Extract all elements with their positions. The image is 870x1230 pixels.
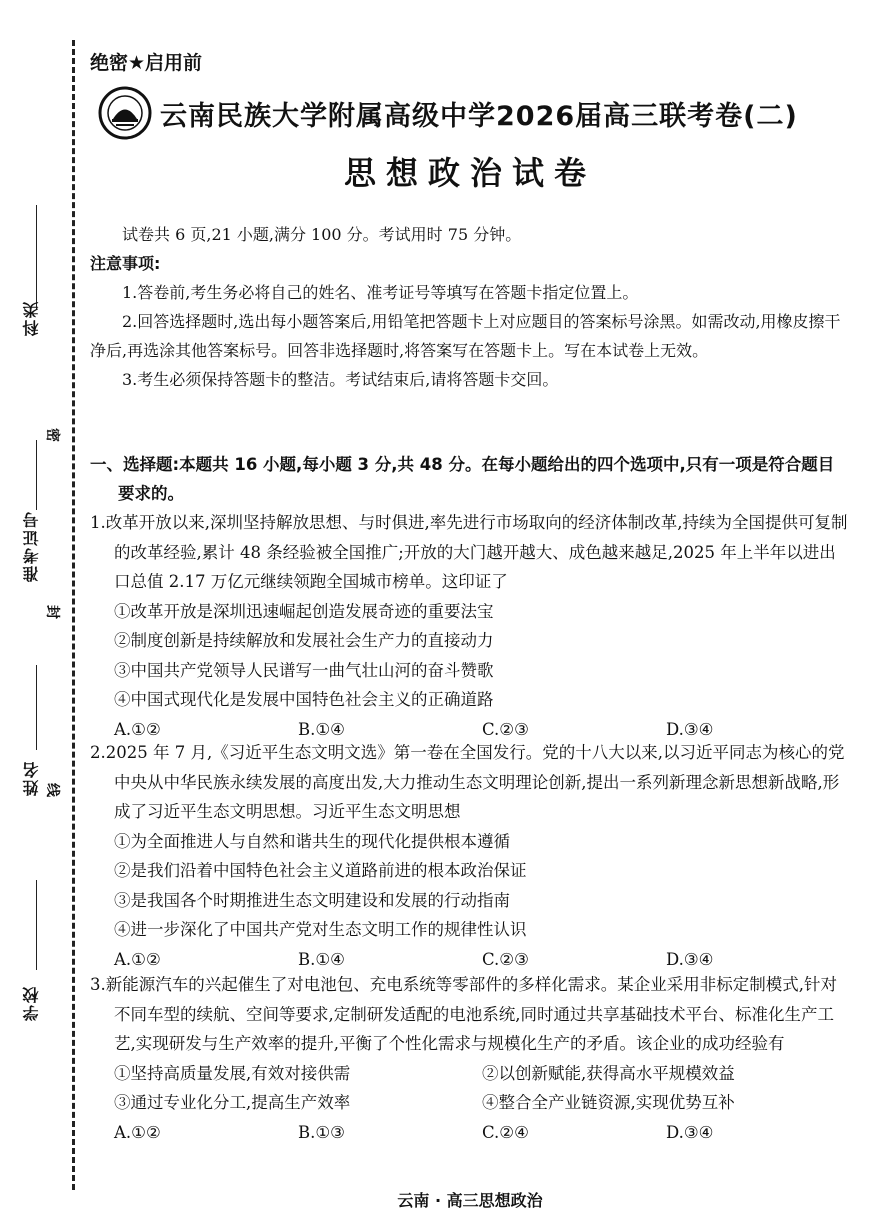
statement-item: ④中国式现代化是发展中国特色社会主义的正确道路 [114, 690, 494, 709]
label-exam-number: 准考证号 [22, 510, 41, 582]
question-stem: 3.新能源汽车的兴起催生了对电池包、充电系统等零部件的多样化需求。某企业采用非标定制模式,针对不同车型的续航、空间等要求,定制研发适配的电池系统,同时通过共享基础技术平台、标准化生产工艺,实现研发与生产效率的提升,平衡了个性化需求与规模化生产的矛盾。该企业的成功经验有 [90, 975, 837, 1053]
notice-title: 注意事项: [90, 254, 161, 273]
seal-xian: 线 [44, 783, 60, 797]
choice-d: D.③④ [666, 949, 714, 969]
statement-item: ②制度创新是持续解放和发展社会生产力的直接动力 [114, 631, 494, 650]
notice-item: 3.考生必须保持答题卡的整洁。考试结束后,请将答题卡交回。 [122, 370, 559, 389]
notice-list [90, 278, 850, 394]
statement-item: ①坚持高质量发展,有效对接供需 [114, 1063, 351, 1083]
subject-title: 思想政治试卷 [343, 154, 596, 192]
exam-intro: 试卷共 6 页,21 小题,满分 100 分。考试用时 75 分钟。 [122, 225, 522, 244]
choice-c: C.②④ [482, 1122, 529, 1142]
statement-item: ①改革开放是深圳迅速崛起创造发展奇迹的重要法宝 [114, 601, 494, 621]
section-heading: 一、选择题:本题共 16 小题,每小题 3 分,共 48 分。在每小题给出的四个选项中,只有一项是符合题目要求的。 [90, 455, 835, 503]
blank-line-name [36, 665, 37, 750]
statement-row [90, 1059, 850, 1089]
question-1 [90, 508, 850, 744]
binding-margin [0, 0, 80, 1230]
question-stem: 2.2025 年 7 月,《习近平生态文明文选》第一卷在全国发行。党的十八大以来,以习近平同志为核心的党中央从中华民族永续发展的高度出发,大力推动生态文明理论创新,提出一系列新理念新思想新战略,形成了习近平生态文明思想。习近平生态文明思想 [90, 743, 845, 821]
statement-item: ③中国共产党领导人民谱写一曲气壮山河的奋斗赞歌 [114, 660, 494, 680]
answer-choices [90, 1118, 850, 1148]
statement-item: ③通过专业化分工,提高生产效率 [114, 1093, 351, 1112]
statement-item: ④进一步深化了中国共产党对生态文明工作的规律性认识 [114, 920, 527, 939]
question-stem: 1.改革开放以来,深圳坚持解放思想、与时俱进,率先进行市场取向的经济体制改革,持续为全国提供可复制的改革经验,累计 48 条经验被全国推广;开放的大门越开越大、成色越来越足,2025 年上半年以进出口总值 2.17 万亿元继续领跑全国城市榜单。这印证了 [90, 513, 848, 591]
statement-item: ④整合全产业链资源,实现优势互补 [482, 1093, 735, 1112]
choice-d: D.③④ [666, 719, 714, 739]
choice-d: D.③④ [666, 1122, 714, 1142]
choice-a: A.①② [114, 719, 161, 739]
label-subject: 科类 [22, 300, 41, 336]
page-footer: 云南 · 高三思想政治 [397, 1191, 543, 1210]
choice-a: A.①② [114, 949, 161, 969]
label-name: 姓名 [22, 760, 41, 796]
choice-c: C.②③ [482, 949, 529, 969]
blank-line-subject [36, 205, 37, 310]
notice-item: 2.回答选择题时,选出每小题答案后,用铅笔把答题卡上对应题目的答案标号涂黑。如需改动,用橡皮擦干净后,再选涂其他答案标号。回答非选择题时,将答案写在答题卡上。写在本试卷上无效。 [90, 312, 841, 360]
choice-a: A.①② [114, 1122, 161, 1142]
seal-feng: 封 [44, 605, 60, 619]
statement-row [90, 1088, 850, 1118]
statement-item: ①为全面推进人与自然和谐共生的现代化提供根本遵循 [114, 831, 510, 851]
confidential-mark: 绝密★启用前 [90, 52, 203, 74]
label-school: 学校 [22, 985, 41, 1021]
question-3 [90, 970, 850, 1147]
choice-b: B.①④ [298, 949, 345, 969]
statement-item: ②是我们沿着中国特色社会主义道路前进的根本政治保证 [114, 861, 527, 880]
choice-c: C.②③ [482, 719, 529, 739]
blank-line-school [36, 880, 37, 970]
statement-item: ②以创新赋能,获得高水平规模效益 [482, 1063, 735, 1083]
school-logo-icon [98, 86, 152, 140]
seal-mi: 密 [44, 428, 60, 442]
exam-title: 云南民族大学附属高级中学2026届高三联考卷(二) [160, 101, 798, 132]
choice-b: B.①④ [298, 719, 345, 739]
statement-item: ③是我国各个时期推进生态文明建设和发展的行动指南 [114, 890, 510, 910]
notice-item: 1.答卷前,考生务必将自己的姓名、准考证号等填写在答题卡指定位置上。 [122, 283, 639, 302]
question-2 [90, 738, 850, 974]
choice-b: B.①③ [298, 1122, 345, 1142]
seal-dashed-line [72, 40, 75, 1190]
blank-line-exam-number [36, 440, 37, 510]
